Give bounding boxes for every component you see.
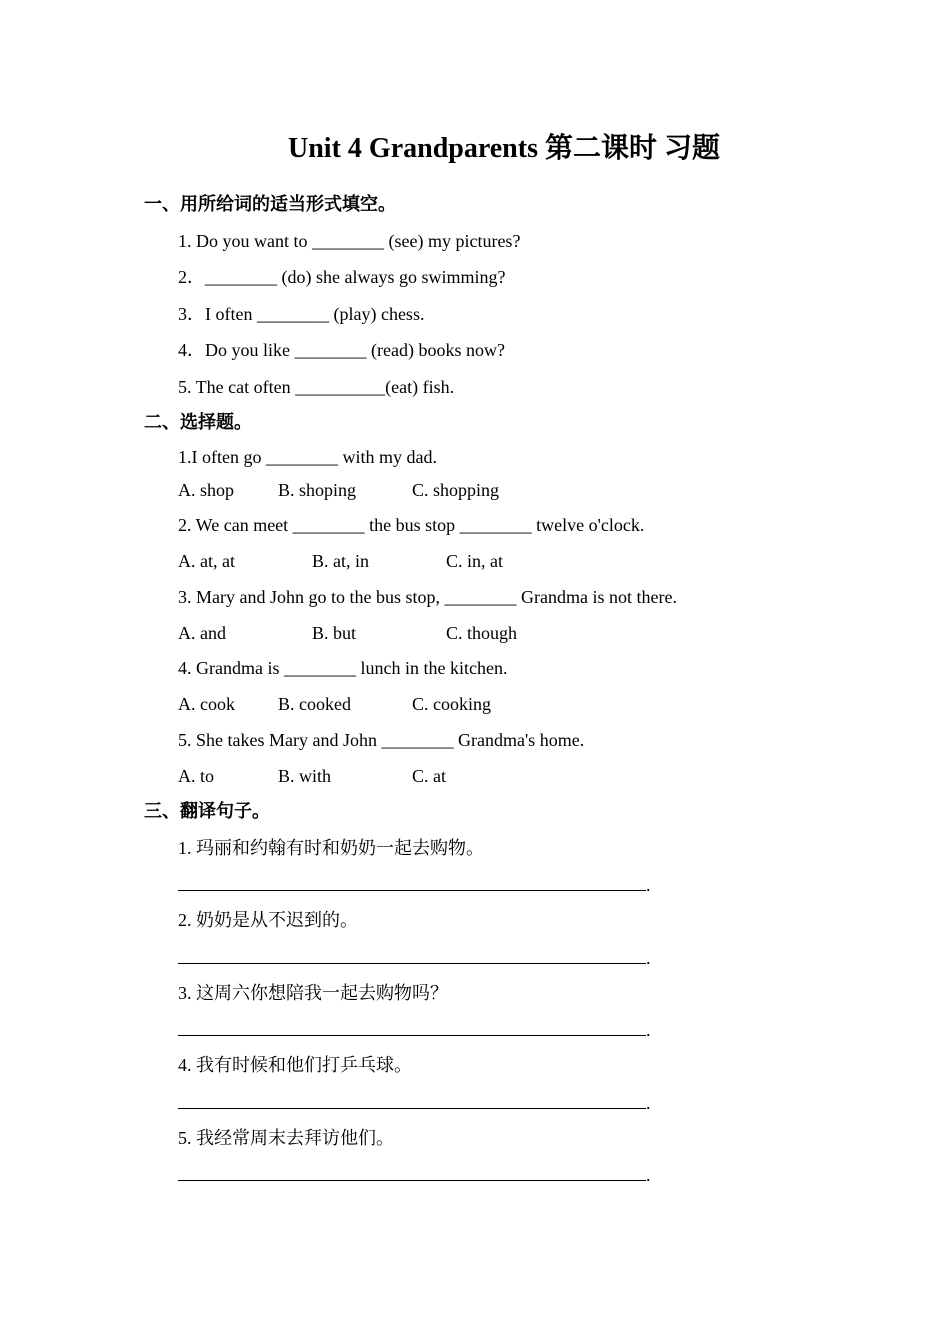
choice-option-c: C. cooking — [412, 694, 491, 714]
fill-in-item: 2．________ (do) she always go swimming? — [178, 267, 506, 287]
choice-option-a: A. at, at — [178, 551, 235, 571]
section-heading-multiple-choice: 二、选择题。 — [144, 412, 252, 433]
section-heading-translate: 三、翻译句子。 — [144, 801, 270, 822]
choice-option-c: C. though — [446, 623, 518, 643]
answer-blank[interactable] — [178, 1162, 651, 1187]
answer-period: . — [646, 875, 651, 895]
answer-blank[interactable] — [178, 945, 651, 970]
choice-question: 2. We can meet ________ the bus stop ________ twelve o'clock. — [178, 515, 645, 535]
choice-option-a: A. to — [178, 766, 214, 786]
choice-question: 1.I often go ________ with my dad. — [178, 447, 437, 467]
choice-option-b: B. shoping — [278, 480, 357, 500]
choice-option-a: A. and — [178, 623, 226, 643]
choice-option-c: C. at — [412, 766, 446, 786]
translate-item: 1. 玛丽和约翰有时和奶奶一起去购物。 — [178, 838, 484, 858]
answer-blank[interactable] — [178, 1017, 651, 1042]
answer-rule — [178, 872, 646, 891]
translate-item: 3. 这周六你想陪我一起去购物吗？ — [178, 983, 448, 1003]
answer-period: . — [646, 1093, 651, 1113]
fill-in-item: 5. The cat often __________(eat) fish. — [178, 377, 455, 397]
choice-question: 4. Grandma is ________ lunch in the kitchen. — [178, 658, 508, 678]
choice-option-a: A. shop — [178, 480, 235, 500]
answer-rule — [178, 1017, 646, 1036]
answer-period: . — [646, 948, 651, 968]
choice-option-c: C. in, at — [446, 551, 503, 571]
choice-option-b: B. with — [278, 766, 332, 786]
choice-question: 3. Mary and John go to the bus stop, ________ Grandma is not there. — [178, 587, 677, 607]
translate-item: 2. 奶奶是从不迟到的。 — [178, 910, 358, 930]
answer-blank[interactable] — [178, 1090, 651, 1115]
choice-option-c: C. shopping — [412, 480, 500, 500]
fill-in-item: 1. Do you want to ________ (see) my pictures? — [178, 231, 521, 251]
fill-in-item: 3．I often ________ (play) chess. — [178, 304, 425, 324]
choice-option-b: B. cooked — [278, 694, 351, 714]
answer-rule — [178, 945, 646, 964]
choice-option-b: B. at, in — [312, 551, 369, 571]
answer-rule — [178, 1090, 646, 1109]
answer-rule — [178, 1162, 646, 1181]
fill-in-item: 4．Do you like ________ (read) books now? — [178, 340, 505, 360]
choice-option-a: A. cook — [178, 694, 235, 714]
section-heading-fill-in: 一、用所给词的适当形式填空。 — [144, 194, 396, 215]
translate-item: 4. 我有时候和他们打乒乓球。 — [178, 1055, 412, 1075]
translate-item: 5. 我经常周末去拜访他们。 — [178, 1128, 394, 1148]
answer-period: . — [646, 1020, 651, 1040]
answer-period: . — [646, 1165, 651, 1185]
choice-question: 5. She takes Mary and John ________ Grandma's home. — [178, 730, 585, 750]
choice-option-b: B. but — [312, 623, 357, 643]
answer-blank[interactable] — [178, 872, 651, 897]
page-title: Unit 4 Grandparents 第二课时 习题 — [288, 133, 720, 164]
